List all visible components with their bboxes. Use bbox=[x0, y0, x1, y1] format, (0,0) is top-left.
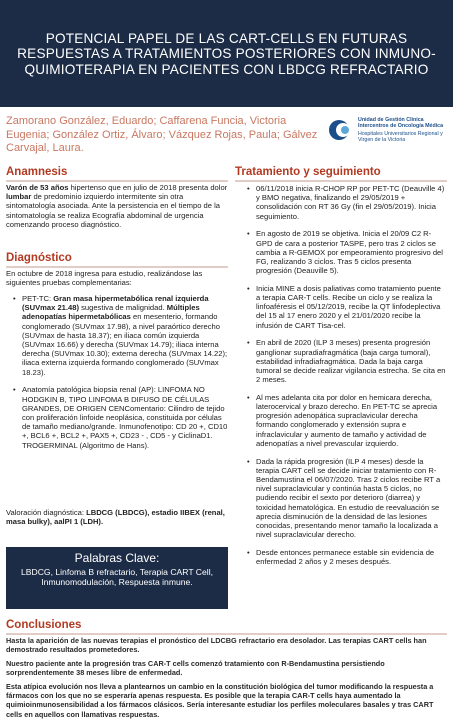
tratamiento-list bbox=[246, 184, 447, 575]
hospital-logo-icon bbox=[328, 117, 354, 143]
tratamiento-item-2: • En agosto de 2019 se objetiva. Inicia el 20/09 C2 R-GPD de cara a posterior TASPE, pero tras 2 ciclos se cambia a R-GEMOX por empeoramiento progresivo del FG, realizando 3 ciclos. Tras 5 ciclos presenta progresión (Deauville 5). bbox=[256, 229, 447, 275]
valoracion-label: Valoración diagnóstica: bbox=[6, 508, 87, 517]
tratamiento-item-3: • Inicia MINE a dosis paliativas como tratamiento puente a terapia CAR-T cells. Recibe un ciclo y se realiza la linfoaféresis el 05/12/2019, recibe la QT linfodeplectiva del 15 al 17 enero 2020 y el 21/01/2020 recibe la infusión de CART Tisa-cel. bbox=[256, 284, 447, 330]
anamnesis-heading: Anamnesis bbox=[6, 166, 68, 178]
poster-title: POTENCIAL PAPEL DE LAS CART-CELLS EN FUTURAS RESPUESTAS A TRATAMIENTOS POSTERIORES CON INMUNO-QUIMIOTERAPIA EN PACIENTES CON LBDCG REFRACTARIO bbox=[17, 30, 436, 77]
anamnesis-divider bbox=[6, 180, 228, 182]
pet-label: PET-TC: bbox=[22, 294, 54, 303]
tratamiento-item-7: • Desde entonces permanece estable sin evidencia de enfermedad 2 años y 2 meses después. bbox=[256, 548, 447, 566]
diagnostico-intro: En octubre de 2018 ingresa para estudio, realizándose las siguientes pruebas complementarias: bbox=[6, 269, 203, 288]
tratamiento-item-1: • 06/11/2018 inicia R-CHOP RP por PET-TC (Deauville 4) y BMO negativa, finalizando el 29/05/2019 + consolidación con RT 36 Gy (fin el 29/05/2019). Inicia seguimiento. bbox=[256, 184, 447, 221]
valoracion-value: LBDCG (LBDCG), estadio IIBEX (renal, masa bulky), aalPI 1 (LDH). bbox=[6, 508, 225, 527]
tratamiento-item-5: • Al mes adelanta cita por dolor en hemicara derecha, laterocervical y brazo derecho. En PET-TC se aprecia progresión adenopática supraclavicular derecha formando conglomerado y extensión supra e infraclavicular y aumento de tamaño y actividad de adenopatías a nivel prevascular izquierdo. bbox=[256, 393, 447, 448]
diagnostico-list bbox=[12, 294, 228, 458]
keywords-text: LBDCG, Linfoma B refractario, Terapia CART Cell, Inmunomodulación, Respuesta inmune. bbox=[20, 567, 213, 588]
pet-adenopathies: Múltiples adenopatías hipermetabólicas bbox=[22, 303, 200, 322]
tratamiento-item-4: • En abril de 2020 (ILP 3 meses) presenta progresión ganglionar supradiafragmática (baja carga tumoral), estabilidad infradiafragmática. Dada la baja carga tumoral se decide realizar vigilancia estrecha. Se cita en 2 meses. bbox=[256, 338, 447, 384]
diagnostico-item-pet bbox=[22, 294, 228, 377]
anamnesis-text-b: de predominio izquierdo intermitente sin otra sintomatología asociada. Ante la persistencia en el tiempo de la sintomatología se realiza Ecografía abdominal de urgencia comenzando proceso diagnóstico. bbox=[6, 192, 221, 229]
conclusion-p3: Esta atípica evolución nos lleva a plantearnos un cambio en la constitución biológica del tumor modificando la respuesta a fármacos con los que no se esperaría apenas respuesta. Es posible que la terapia CAR-T cells haya aumentado la quimioinmunosensibilidad a los fármacos clásicos. Sería interesante estudiar los perfiles moleculares basales y tras CART cells en aquellos con llamativas respuestas. bbox=[6, 682, 434, 719]
institution-logo bbox=[328, 113, 450, 153]
keywords-box bbox=[6, 547, 228, 588]
authors: Zamorano González, Eduardo; Caffarena Funcia, Victoria Eugenia; González Ortiz, Álvaro; Vázquez Rojas, Paula; Gálvez Carvajal, Laura. bbox=[6, 115, 318, 154]
conclusiones-divider bbox=[6, 633, 447, 635]
pet-details: en mesenterio, formando conglomerado (SUVmax 17.98), a nivel paraórtico derecho (SUVmax de hasta 18.37); en iliaca común izquierda (SUVmax 16.66) y derecha (SUVmax 14.79); iliaca interna derecha (SUVmax 10.30); externa derecha (SUVmax 14.22); iliaca externa izquierda formando conglomerado (SUVmax 18.23). bbox=[22, 312, 228, 377]
keywords-title: Palabras Clave: bbox=[74, 551, 160, 565]
anamnesis-text-a: hipertenso que en julio de 2018 presenta dolor bbox=[68, 183, 228, 192]
conclusion-p2: Nuestro paciente ante la progresión tras CAR-T cells comenzó tratamiento con R-Bendamustina persistiendo sorprendentemente 38 meses libre de enfermedad. bbox=[6, 659, 385, 678]
pet-finding: Gran masa hipermetabólica renal izquierda (SUVmax 21.48) bbox=[22, 294, 209, 313]
logo-unit-name: Unidad de Gestión Clínica Intercentros de Oncología Médica bbox=[358, 117, 444, 130]
tratamiento-divider bbox=[235, 180, 447, 182]
diagnostico-divider bbox=[6, 266, 228, 268]
tratamiento-heading: Tratamiento y seguimiento bbox=[235, 166, 381, 178]
pet-text: sugestiva de malignidad. bbox=[78, 303, 167, 313]
conclusion-p1: Hasta la aparición de las nuevas terapias el pronóstico del LDCBG refractario era desolador. Las terapias CART cells han demostrado resultados prometedores. bbox=[6, 636, 427, 655]
anamnesis-patient: Varón de 53 años bbox=[6, 183, 69, 192]
diagnostico-item-biopsy: • Anatomía patológica biopsia renal (AP): LINFOMA NO HODGKIN B, TIPO LINFOMA B DIFUSO DE CÉLULAS GRANDES, DE ORIGEN CENComentario: Cilindro de tejido con proliferación linfoide neoplásica, constituida por células de tamaño mediano/grande. Inmunofenotipo: CD 20 +, CD10 +, BCL6 +, BCL2 +, PAX5 +, CD23 - , CD5 - y CiclinaD1. TROGERMINAL (Algoritmo de Hans). bbox=[22, 385, 228, 449]
logo-hospital-name: Hospitales Universitarios Regional y Virgen de la Victoria bbox=[358, 131, 443, 144]
anamnesis-text-bold: lumbar bbox=[6, 192, 32, 202]
conclusiones-heading: Conclusiones bbox=[6, 619, 82, 631]
diagnostico-valoracion bbox=[6, 508, 228, 526]
anamnesis-text bbox=[6, 183, 228, 229]
title-banner bbox=[0, 0, 453, 107]
diagnostico-heading: Diagnóstico bbox=[6, 252, 72, 264]
tratamiento-item-6: • Dada la rápida progresión (ILP 4 meses) desde la terapia CART cell se decide iniciar tratamiento con R-Bendamustina el 06/07/2020. Tras 2 ciclos recibe RT a nivel supraclavicular y continúa hasta 5 ciclos, no pudiendo recibir el sexto por deterioro (diarrea) y toxicidad hematológica. En estudio de reevaluación se aprecia disminución de la densidad de las lesiones conocidas, presentando menor tamaño la localizada a nivel supraclavicular derecho. bbox=[256, 457, 447, 540]
